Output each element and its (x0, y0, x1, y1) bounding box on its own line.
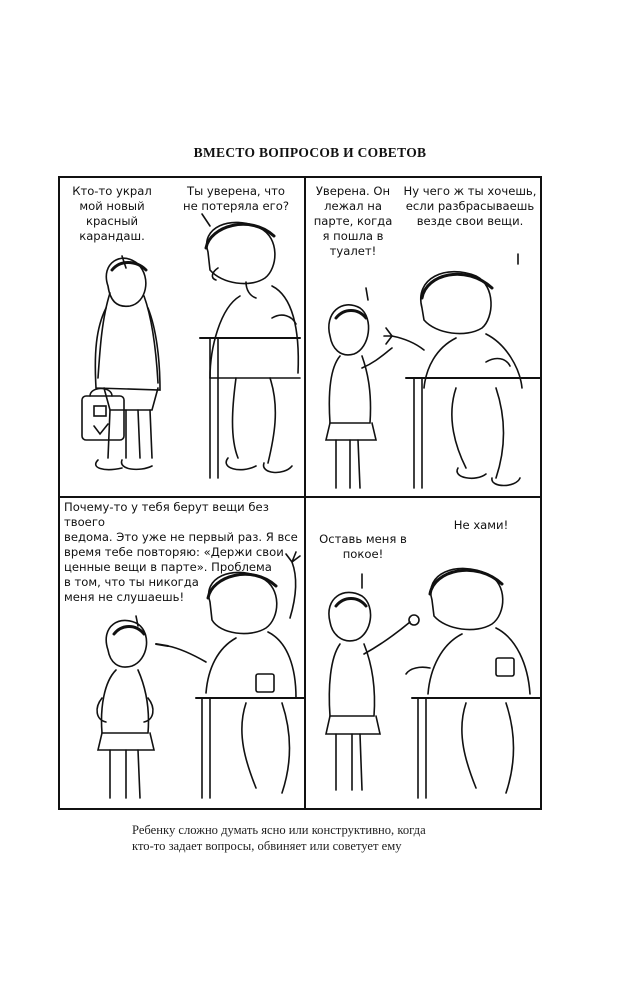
speech-bubble-girl: Уверена. Он лежал на парте, когда я пошла в туалет! (313, 184, 393, 258)
panel-4-illustration (306, 498, 542, 808)
panel-3-illustration (60, 498, 304, 808)
caption-text: Ребенку сложно думать ясно или конструктивно, когда кто-то задает вопросы, обвиняет или советует ему (132, 823, 426, 853)
speech-bubble-mother: Не хами! (453, 518, 509, 532)
speech-bubble-mother: Ты уверена, что не потеряла его? (183, 184, 289, 213)
comic-panel-3 (60, 498, 304, 808)
comic-panel-1 (60, 178, 304, 496)
speech-bubble-girl: Оставь меня в покое! (319, 532, 407, 561)
page-title: ВМЕСТО ВОПРОСОВ И СОВЕТОВ (193, 145, 427, 160)
comic-panel-4 (306, 498, 542, 808)
panel-1-illustration (60, 178, 304, 496)
speech-bubble-mother: Ну чего ж ты хочешь, если разбрасываешь везде свои вещи. (403, 184, 537, 228)
panel-2-illustration (306, 178, 542, 496)
speech-bubble-girl: Кто-то украл мой новый красный карандаш. (72, 184, 152, 243)
comic-strip (58, 176, 542, 810)
speech-bubble-mother: Почему-то у тебя берут вещи без твоего ведома. Это уже не первый раз. Я все время тебе повторяю: «Держи свои ценные вещи в парте». Проблема в том, что ты никогда меня не слушаешь! (64, 500, 298, 604)
comic-panel-2 (306, 178, 542, 496)
